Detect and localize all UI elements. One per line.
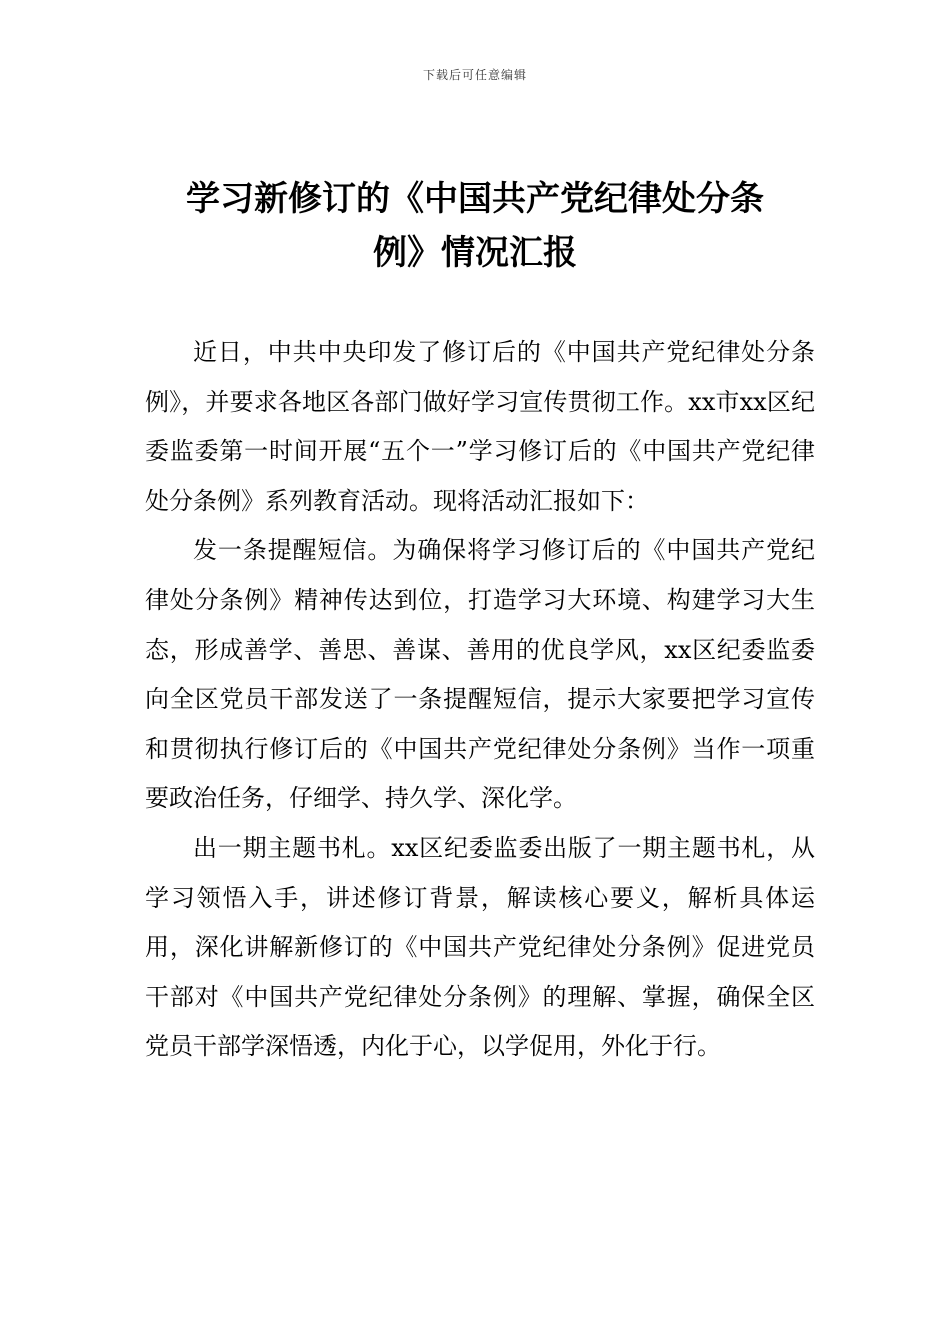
paragraph-theme-booklet: 出一期主题书札。xx区纪委监委出版了一期主题书札，从学习领悟入手，讲述修订背景，解读核心要义，解析具体运用，深化讲解新修订的《中国共产党纪律处分条例》促进党员干部对《中国共产党纪律处分条例》的理解、掌握，确保全区党员干部学深悟透，内化于心，以学促用，外化于行。	[145, 833, 815, 1061]
paragraph-intro: 近日，中共中央印发了修订后的《中国共产党纪律处分条例》，并要求各地区各部门做好学习宣传贯彻工作。xx市xx区纪委监委第一时间开展“五个一”学习修订后的《中国共产党纪律处分条例》系列教育活动。现将活动汇报如下：	[145, 338, 815, 515]
document-title	[100, 172, 850, 280]
document-title-line-2: 例》情况汇报	[373, 233, 577, 273]
document-title-line-1: 学习新修订的《中国共产党纪律处分条	[186, 179, 764, 219]
paragraph-reminder-sms: 发一条提醒短信。为确保将学习修订后的《中国共产党纪律处分条例》精神传达到位，打造学习大环境、构建学习大生态，形成善学、善思、善谋、善用的优良学风，xx区纪委监委向全区党员干部发送了一条提醒短信，提示大家要把学习宣传和贯彻执行修订后的《中国共产党纪律处分条例》当作一项重要政治任务，仔细学、持久学、深化学。	[145, 536, 815, 813]
page-header-note: 下载后可任意编辑	[422, 68, 527, 82]
document-body	[145, 328, 815, 1072]
